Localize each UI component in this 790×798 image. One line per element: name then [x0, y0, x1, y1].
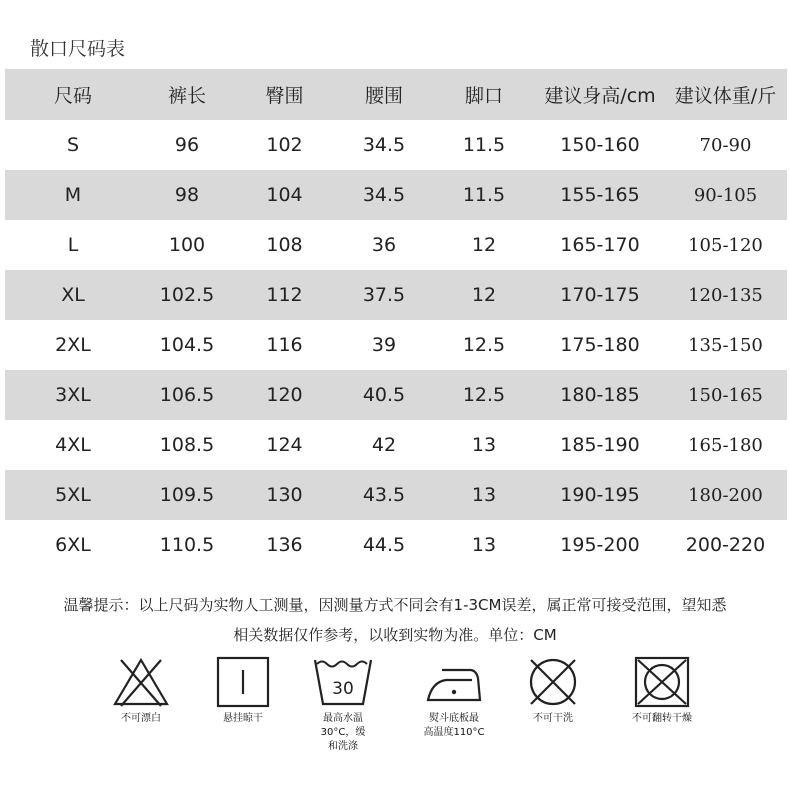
cell-leg-opening: 13	[471, 484, 497, 506]
header-weight: 建议体重/斤	[674, 85, 777, 107]
wash-temp-line1: 最高水温	[323, 713, 363, 724]
table-row	[5, 520, 787, 570]
hang-dry-icon	[213, 656, 273, 708]
care-instructions	[0, 656, 790, 796]
care-no-dryclean	[498, 656, 608, 726]
cell-waist: 36	[371, 234, 397, 256]
header-leg-opening: 脚口	[464, 85, 503, 107]
cell-hip: 124	[266, 434, 303, 456]
cell-leg-opening: 12.5	[462, 384, 506, 406]
cell-size: 5XL	[55, 484, 91, 506]
wash-temp-number: 30	[332, 679, 354, 699]
iron-line1: 熨斗底板最	[429, 713, 479, 724]
table-row	[5, 470, 787, 520]
hang-dry-label: 悬挂晾干	[223, 713, 263, 724]
iron-icon	[424, 656, 484, 708]
no-dryclean-icon	[523, 656, 583, 708]
iron-line2: 高温度110°C	[423, 727, 485, 738]
cell-height: 175-180	[560, 334, 640, 356]
table-row	[5, 370, 787, 420]
cell-leg-opening: 12.5	[462, 334, 506, 356]
cell-hip: 116	[266, 334, 303, 356]
cell-length: 110.5	[159, 534, 215, 556]
cell-size: XL	[61, 284, 85, 306]
cell-length: 104.5	[159, 334, 215, 356]
wash-temp-line2: 30°C，缓	[320, 727, 366, 738]
cell-height: 150-160	[560, 134, 640, 156]
cell-weight: 200-220	[685, 534, 766, 556]
cell-waist: 40.5	[362, 384, 406, 406]
cell-leg-opening: 13	[471, 534, 497, 556]
table-row	[5, 320, 787, 370]
cell-length: 108.5	[159, 434, 215, 456]
cell-weight: 70-90	[699, 134, 752, 156]
cell-weight: 180-200	[688, 484, 763, 506]
cell-length: 106.5	[159, 384, 215, 406]
cell-height: 185-190	[560, 434, 640, 456]
no-bleach-label: 不可漂白	[121, 713, 161, 724]
cell-length: 100	[168, 234, 206, 256]
cell-size: S	[66, 134, 80, 156]
table-row	[5, 170, 787, 220]
cell-size: 2XL	[55, 334, 91, 356]
cell-leg-opening: 12	[471, 234, 497, 256]
cell-height: 190-195	[560, 484, 640, 506]
cell-weight: 120-135	[688, 284, 763, 306]
wash-temp-line3: 和洗涤	[328, 741, 358, 752]
cell-height: 165-170	[560, 234, 640, 256]
cell-hip: 102	[266, 134, 303, 156]
cell-waist: 44.5	[362, 534, 406, 556]
cell-height: 155-165	[560, 184, 640, 206]
table-row	[5, 120, 787, 170]
wash-tub-icon	[313, 656, 373, 708]
cell-waist: 39	[371, 334, 397, 356]
cell-hip: 120	[266, 384, 303, 406]
cell-weight: 165-180	[688, 434, 763, 456]
cell-waist: 34.5	[362, 134, 406, 156]
cell-length: 109.5	[159, 484, 215, 506]
cell-waist: 43.5	[362, 484, 406, 506]
no-tumble-dry-label: 不可翻转干燥	[632, 713, 692, 724]
cell-hip: 136	[266, 534, 303, 556]
cell-leg-opening: 11.5	[462, 184, 506, 206]
no-dryclean-label: 不可干洗	[533, 713, 573, 724]
cell-hip: 112	[266, 284, 303, 306]
cell-weight: 150-165	[688, 384, 763, 406]
notice-line-1: 温馨提示：以上尺码为实物人工测量，因测量方式不同会有1-3CM误差，属正常可接受范围，望知悉	[63, 596, 727, 614]
cell-height: 170-175	[560, 284, 640, 306]
notice-line-2: 相关数据仅作参考，以收到实物为准。单位：CM	[233, 626, 557, 644]
care-wash-temp	[288, 656, 398, 754]
cell-leg-opening: 12	[471, 284, 497, 306]
no-tumble-dry-icon	[632, 656, 692, 708]
cell-hip: 104	[266, 184, 303, 206]
cell-weight: 135-150	[688, 334, 763, 356]
cell-weight: 90-105	[693, 184, 758, 206]
table-row	[5, 270, 787, 320]
cell-height: 195-200	[560, 534, 640, 556]
cell-length: 96	[174, 134, 200, 156]
cell-size: M	[64, 184, 82, 206]
cell-leg-opening: 11.5	[462, 134, 506, 156]
cell-waist: 42	[371, 434, 397, 456]
cell-hip: 108	[266, 234, 303, 256]
table-row	[5, 420, 787, 470]
header-height: 建议身高/cm	[544, 85, 656, 107]
iron-label	[399, 712, 509, 740]
cell-size: 6XL	[55, 534, 91, 556]
care-no-tumble-dry	[607, 656, 717, 726]
table-row	[5, 220, 787, 270]
page-title: 散口尺码表	[30, 38, 126, 60]
cell-size: 3XL	[55, 384, 91, 406]
care-no-bleach	[86, 656, 196, 726]
table-header-row	[5, 69, 787, 120]
cell-size: L	[67, 234, 79, 256]
cell-waist: 34.5	[362, 184, 406, 206]
header-waist: 腰围	[364, 85, 403, 107]
cell-waist: 37.5	[362, 284, 406, 306]
wash-temp-label	[288, 712, 398, 754]
cell-height: 180-185	[560, 384, 640, 406]
size-table	[5, 69, 787, 570]
no-bleach-icon	[111, 656, 171, 708]
header-hip: 臀围	[265, 85, 304, 107]
cell-leg-opening: 13	[471, 434, 497, 456]
cell-length: 102.5	[159, 284, 215, 306]
cell-weight: 105-120	[688, 234, 763, 256]
header-size: 尺码	[53, 85, 92, 107]
care-iron	[399, 656, 509, 740]
header-length: 裤长	[167, 85, 206, 107]
cell-length: 98	[174, 184, 200, 206]
care-hang-dry	[188, 656, 298, 726]
cell-size: 4XL	[55, 434, 91, 456]
cell-hip: 130	[266, 484, 303, 506]
